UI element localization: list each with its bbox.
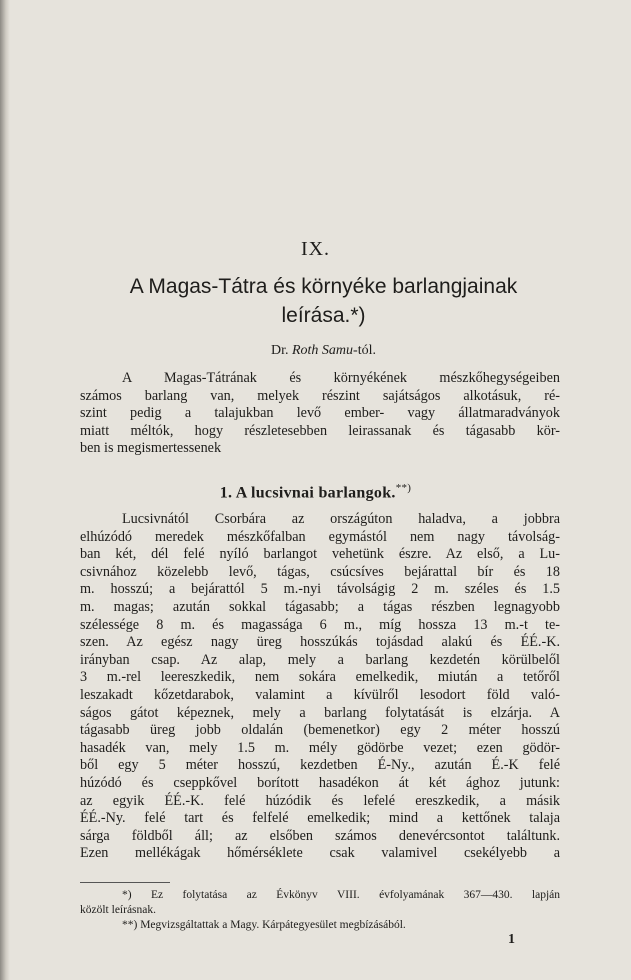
section-heading [0,482,631,502]
body-line: szen. Az egész nagy üreg hosszúkás tojásdad alakú és ÉÉ.-K. [80,634,560,651]
section-footnote-mark: **) [395,482,412,494]
body-line: Ezen mellékágak hőmérséklete csak valamivel csekélyebb a [80,845,560,862]
author-line [60,343,587,359]
body-line: szélessége 8 m. és magassága 6 m., míg hossza 13 m.-t te- [80,616,560,633]
title-line-1: A Magas-Tátra és környéke barlangjainak [129,275,518,298]
title-line-2: leírása.*) [281,304,366,327]
body-line: az egyik ÉÉ.-K. felé húzódik és lefelé ereszkedik, a másik [80,792,560,809]
footnote-line: **) Megvizsgáltattak a Magy. Kárpátegyesület megbízásából. [122,919,406,931]
intro-line: számos barlang van, melyek részint sajátságos alkotásuk, ré- [80,387,560,404]
body-line: ban két, dél felé nyíló barlangot vehetünk észre. Az első, a Lu- [80,546,560,563]
page-number: 1 [508,932,515,947]
intro-line: miatt méltók, hogy részletesebben leirassanak és tágasabb kör- [80,422,560,439]
footnote-line: közölt leírásnak. [80,904,157,916]
author-name: Roth Samu [291,343,354,358]
footnote-1 [80,888,560,918]
intro-line: szint pedig a talajukban levő ember- vagy állatmaradványok [80,405,560,422]
body-line: ságos gátot képeznek, mely a barlang folytatását is elzárja. A [80,704,560,721]
intro-line: A Magas-Tátrának és környékének mészkőhegységeiben [122,370,560,386]
body-line: ÉÉ.-Ny. felé tart és felfelé emelkedik; mind a kettőnek talaja [80,810,560,827]
body-line: ből egy 5 méter hosszú, kezdetben É-Ny., azután É.-K felé [80,757,560,774]
body-line: húzódó és cseppkővel borított hasadékon át két ághoz jutunk: [80,774,560,791]
body-line: csivnához közelebb levő, tágas, csúcsíves bejárattal bír és 18 [80,563,560,580]
author-prefix: Dr. [270,343,289,358]
footnote-2 [80,918,560,933]
body-paragraph [80,511,560,863]
body-line: 3 m.-rel leereszkedik, nem sokára emelkedik, miután a tetőről [80,669,560,686]
body-line: irányban csap. Az alap, mely a barlang kezdetén körülbelől [80,651,560,668]
intro-line: ben is megismertessenek [80,440,222,457]
author-suffix: -tól. [353,343,376,358]
body-line: tágasabb üreg jobb oldalán (bemenetkor) egy 2 méter hosszú [80,722,560,739]
body-line: m. magas; azután sokkal tágasabb; a tágas részben legnagyobb [80,598,560,615]
footnote-divider [80,882,170,883]
body-line: sárga földből áll; az elsőben számos denevércsontot találtunk. [80,827,560,844]
body-line: m. hosszú; a bejárattól 5 m.-nyi távolságig 2 m. széles és 1.5 [80,581,560,598]
body-line: elhúzódó meredek mészkőfalban egymástól nem nagy távolság- [80,528,560,545]
section-heading-text: 1. A lucsivnai barlangok. [219,484,396,502]
footnote-line: *) Ez folytatása az Évkönyv VIII. évfolyamának 367—430. lapján [122,889,560,901]
chapter-number: IX. [300,238,331,260]
intro-paragraph [80,370,560,458]
body-line: leszakadt kőzetdarabok, valamint a kívülről lesodort föld való- [80,686,560,703]
body-line: Lucsivnától Csorbára az országúton haladva, a jobbra [122,511,560,527]
body-line: hasadék van, mely 1.5 m. mély gödörbe vezet; ezen gödör- [80,739,560,756]
